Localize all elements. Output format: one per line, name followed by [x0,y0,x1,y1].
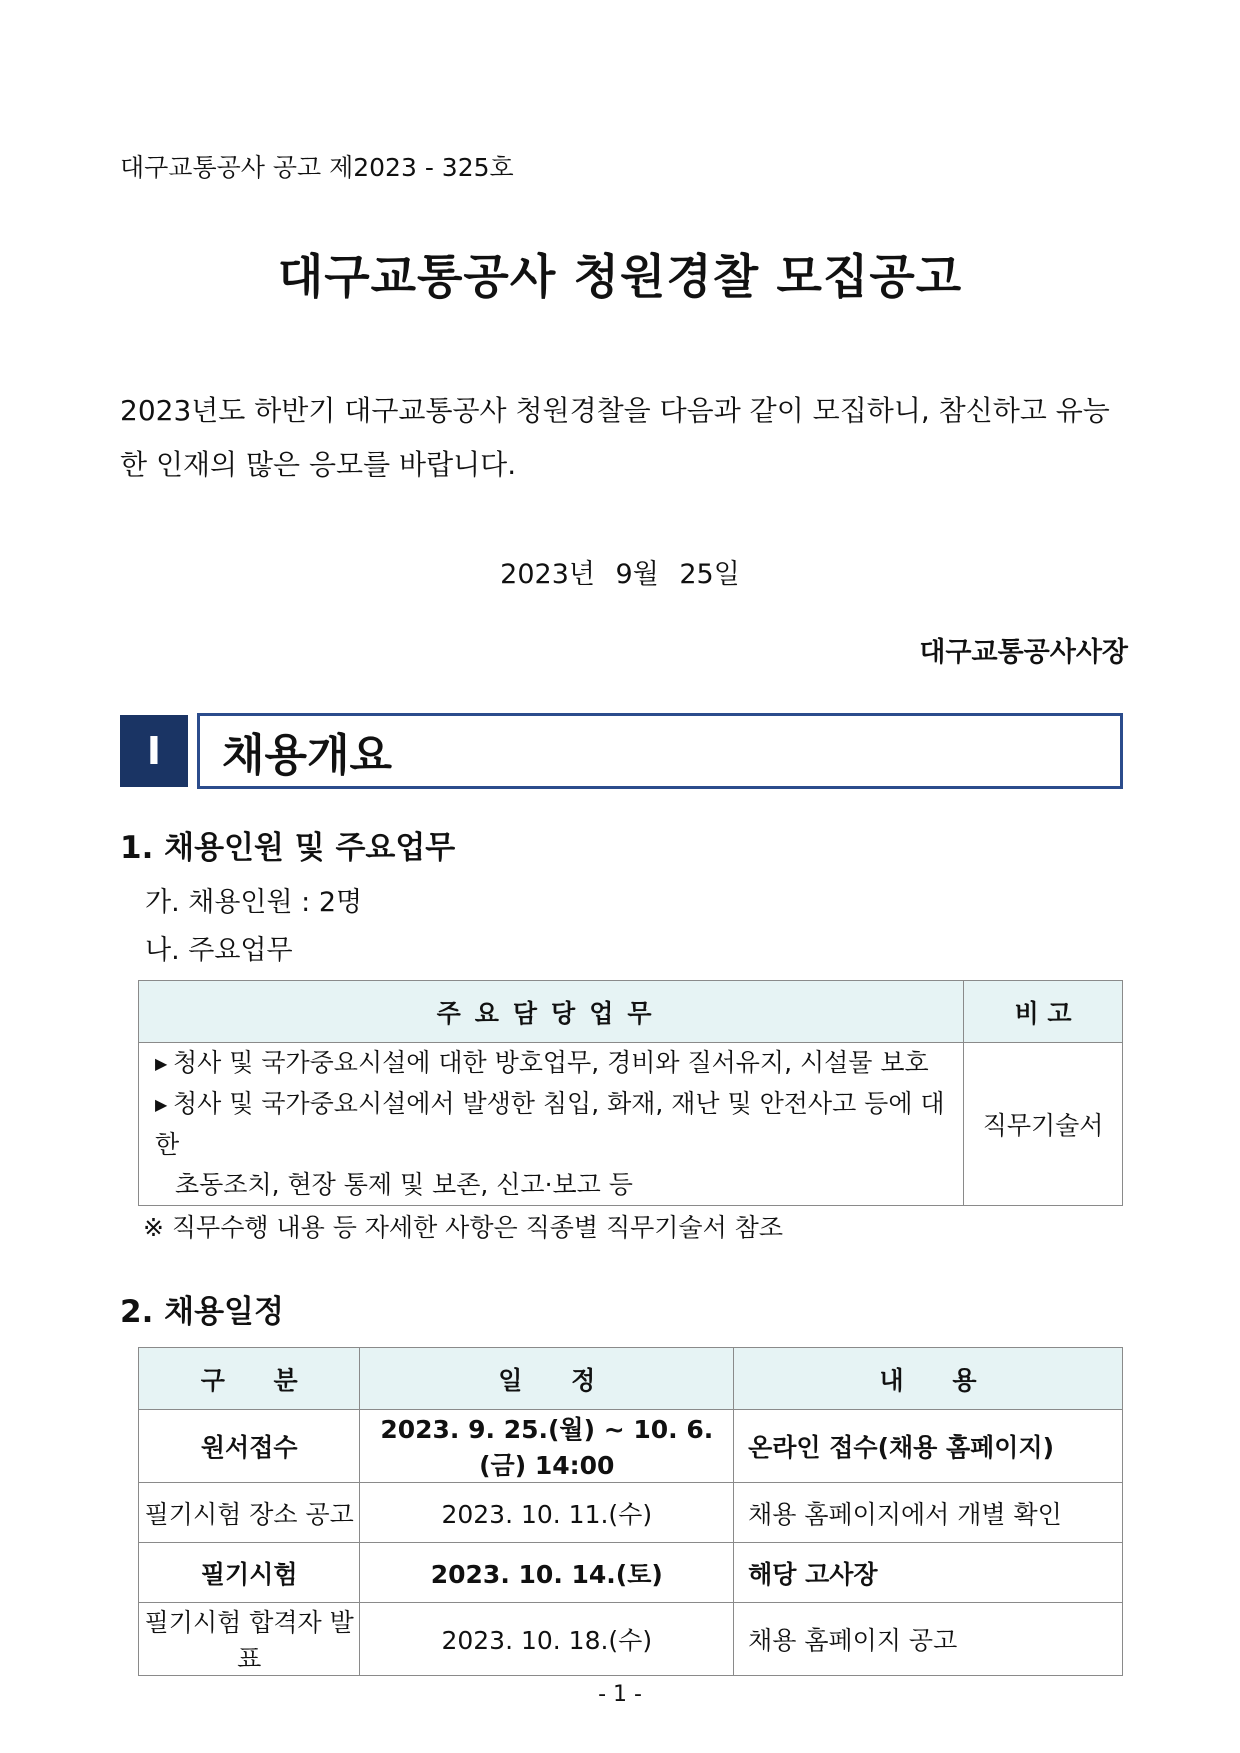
schedule-table [138,1347,1123,1676]
duty-text-1: 청사 및 국가중요시설에 대한 방호업무, 경비와 질서유지, 시설물 보호 [173,1048,929,1077]
notice-number: 대구교통공사 공고 제2023 - 325호 [120,153,514,182]
duty-text-2: 청사 및 국가중요시설에서 발생한 침입, 화재, 재난 및 안전사고 등에 대한 [155,1089,945,1159]
subheading-headcount: 가. 채용인원 : 2명 [145,887,363,918]
table-row [139,1410,1123,1483]
table-row [139,1543,1123,1603]
subheading-main-duties: 나. 주요업무 [145,935,293,966]
page-number: - 1 - [598,1682,642,1707]
table-row [139,1483,1123,1543]
heading-schedule: 2. 채용일정 [120,1294,284,1330]
row-schedule: 2023. 10. 14.(토) [360,1543,734,1603]
triangle-bullet-icon: ▶ [155,1054,168,1073]
table-header-row [139,1348,1123,1410]
duties-cell [139,1043,964,1206]
table-row [139,1603,1123,1676]
header-category: 구 분 [139,1348,360,1410]
row-content: 채용 홈페이지에서 개별 확인 [734,1483,1123,1543]
row-content: 해당 고사장 [734,1543,1123,1603]
triangle-bullet-icon: ▶ [155,1095,168,1114]
document-title: 대구교통공사 청원경찰 모집공고 [277,250,963,305]
section-title: 채용개요 [222,730,393,781]
row-category: 필기시험 [139,1543,360,1603]
notice-date: 2023년 9월 25일 [500,559,740,590]
row-category: 필기시험 합격자 발표 [139,1603,360,1676]
note-cell: 직무기술서 [964,1043,1123,1206]
duty-bullet-2 [155,1084,963,1165]
heading-recruitment-duties: 1. 채용인원 및 주요업무 [120,830,456,866]
issuer: 대구교통공사사장 [919,637,1128,668]
table-row [139,1043,1123,1206]
row-content: 온라인 접수(채용 홈페이지) [734,1410,1123,1483]
header-note: 비 고 [964,981,1123,1043]
duty-bullet-1 [155,1043,963,1084]
row-schedule: 2023. 10. 11.(수) [360,1483,734,1543]
duties-table [138,980,1123,1206]
row-schedule: 2023. 9. 25.(월) ~ 10. 6.(금) 14:00 [360,1410,734,1483]
section-number-badge: Ⅰ [120,715,188,787]
row-content: 채용 홈페이지 공고 [734,1603,1123,1676]
duty-text-2-continued: 초동조치, 현장 통제 및 보존, 신고·보고 등 [175,1170,633,1199]
header-duty: 주요담당업무 [139,981,964,1043]
intro-paragraph: 2023년도 하반기 대구교통공사 청원경찰을 다음과 같이 모집하니, 참신하고 유능한 인재의 많은 응모를 바랍니다. [120,394,1110,481]
row-schedule: 2023. 10. 18.(수) [360,1603,734,1676]
row-category: 원서접수 [139,1410,360,1483]
reference-note: ※ 직무수행 내용 등 자세한 사항은 직종별 직무기술서 참조 [143,1213,783,1242]
header-content: 내 용 [734,1348,1123,1410]
section-title-box [197,713,1123,789]
table-header-row [139,981,1123,1043]
row-category: 필기시험 장소 공고 [139,1483,360,1543]
header-schedule: 일 정 [360,1348,734,1410]
